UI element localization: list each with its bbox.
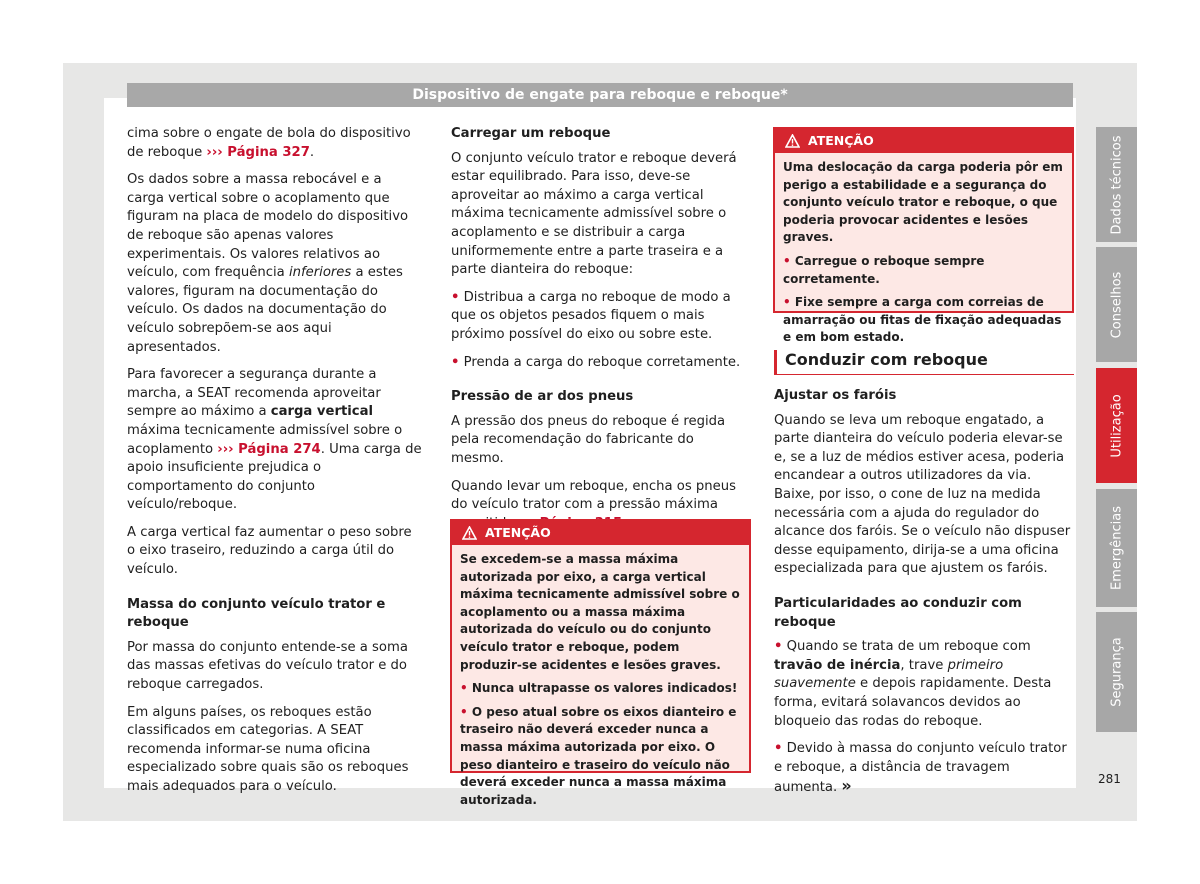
page-number: 281 bbox=[1098, 772, 1121, 786]
warning-text: Uma deslocação da carga poderia pôr em perigo a estabilidade e a segurança do conjunto veículo trator e reboque, o que poderia provocar acidentes e lesões graves. bbox=[783, 160, 1063, 245]
subheading: Pressão de ar dos pneus bbox=[451, 389, 634, 405]
bullet-item: • Distribua a carga no reboque de modo a que os objetos pesados fiquem o mais próximo possível do eixo ou sobre este. bbox=[451, 289, 731, 342]
warning-bullet: • Carregue o reboque sempre corretamente. bbox=[783, 253, 985, 286]
page-header: Dispositivo de engate para reboque e reboque* bbox=[127, 83, 1073, 107]
bullet-icon: • bbox=[451, 289, 460, 305]
warning-box bbox=[773, 127, 1074, 345]
bullet-icon: • bbox=[774, 639, 783, 655]
subheading: Carregar um reboque bbox=[451, 126, 611, 141]
warning-label: ATENÇÃO bbox=[808, 133, 874, 148]
subheading: Ajustar os faróis bbox=[774, 388, 897, 403]
paragraph: O conjunto veículo trator e reboque deverá estar equilibrado. Para isso, deve-se aproveitar ao máximo a carga vertical máxima tecnicamente admissível sobre o acoplamento e se distribuir a carga uniformemente entre a parte traseira e a parte dianteira do reboque: bbox=[451, 150, 737, 278]
tab-seguranca[interactable]: Segurança bbox=[1096, 612, 1137, 732]
paragraph: A carga vertical faz aumentar o peso sobre o eixo traseiro, reduzindo a carga útil do veículo. bbox=[127, 524, 412, 578]
paragraph: Quando levar um reboque, encha os pneus do veículo trator com a pressão máxima bbox=[451, 478, 750, 534]
warning-text: Se excedem-se a massa máxima autorizada por eixo, a carga vertical máxima tecnicamente admissível sobre o acoplamento ou a massa máxima autorizada do veículo ou do conjunto veículo trator e reboque, podem produzir-se acidentes e lesões graves. bbox=[460, 552, 740, 672]
paragraph: Para favorecer a segurança durante a marcha, a SEAT recomenda aproveitar sempre ao máximo a carga vertical máxima tecnicamente admissível sobre o acoplamento ››› Página 274. Uma carga de apoio insuficiente prejudica o comportamento do conjunto veículo/reboque. bbox=[127, 367, 422, 513]
warning-label: ATENÇÃO bbox=[485, 525, 551, 540]
bullet-item: • Devido à massa do conjunto veículo trator e reboque, a distância de travagem aumenta. » bbox=[774, 741, 1067, 796]
bullet-item: • Quando se trata de um reboque com travão de inércia, trave primeiro suavemente e depois rapidamente. Desta forma, evitará solavancos devidos ao bloqueio das rodas do reboque. bbox=[774, 639, 1052, 729]
paragraph: Quando se leva um reboque engatado, a parte dianteira do veículo poderia elevar-se e, se a luz de médios estiver acesa, poderia encandear a outros utilizadores da via. Baixe, por isso, o cone de luz na medida necessária com a ajuda do regulador do alcance dos faróis. Se o veículo não dispuser desse equipamento, dirija-se a uma oficina especializada para que ajustem os faróis. bbox=[774, 412, 1071, 577]
bullet-icon: • bbox=[460, 704, 468, 719]
section-title: Conduzir com reboque bbox=[774, 350, 1074, 375]
warning-triangle-icon bbox=[462, 526, 477, 540]
warning-bullet: • Nunca ultrapasse os valores indicados! bbox=[460, 681, 738, 696]
page-link[interactable]: ››› Página 274 bbox=[217, 441, 321, 457]
paragraph: cima sobre o engate de bola do dispositivo de reboque ››› Página 327. bbox=[127, 126, 411, 160]
tab-dados-tecnicos[interactable]: Dados técnicos bbox=[1096, 127, 1137, 242]
subheading: Massa do conjunto veículo trator e reboque bbox=[127, 596, 386, 631]
bullet-icon: • bbox=[774, 741, 783, 757]
paragraph: Em alguns países, os reboques estão classificados em categorias. A SEAT recomenda informar-se numa oficina especializado sobre quais são os reboques mais adequados para o veículo. bbox=[127, 704, 409, 794]
continue-arrow-icon: » bbox=[841, 776, 852, 796]
tab-emergencias[interactable]: Emergências bbox=[1096, 489, 1137, 607]
bullet-icon: • bbox=[460, 681, 468, 696]
tab-utilizacao[interactable]: Utilização bbox=[1096, 368, 1137, 483]
warning-header bbox=[452, 521, 749, 545]
column-1 bbox=[127, 125, 422, 806]
warning-body bbox=[775, 153, 1072, 353]
warning-bullet: • O peso atual sobre os eixos dianteiro e traseiro não deverá exceder nunca a massa máxima autorizada por eixo. O peso dianteiro e traseiro do veículo não deverá exceder nunca a massa máxima autorizada. bbox=[460, 704, 737, 807]
warning-header bbox=[775, 129, 1072, 153]
page-link[interactable]: ››› Página 327 bbox=[206, 144, 310, 160]
paragraph: Os dados sobre a massa rebocável e a carga vertical sobre o acoplamento que figuram na placa de modelo do dispositivo de reboque são apenas valores experimentais. Os valores relativos ao veículo, com frequência inferiores a estes valores, figuram na documentação do veículo. Os dados na documentação do veículo sobrepõem-se aos aqui apresentados. bbox=[127, 172, 409, 355]
bullet-icon: • bbox=[783, 295, 791, 310]
column-2 bbox=[451, 125, 750, 542]
tab-conselhos[interactable]: Conselhos bbox=[1096, 247, 1137, 362]
warning-bullet: • Fixe sempre a carga com correias de amarração ou fitas de fixação adequadas e em bom estado. bbox=[783, 295, 1062, 345]
warning-body bbox=[452, 545, 749, 815]
subheading: Particularidades ao conduzir com reboque bbox=[774, 595, 1022, 630]
bullet-icon: • bbox=[783, 253, 791, 268]
column-3 bbox=[774, 387, 1074, 807]
warning-triangle-icon bbox=[785, 134, 800, 148]
paragraph: A pressão dos pneus do reboque é regida pela recomendação do fabricante do mesmo. bbox=[451, 413, 726, 466]
paragraph: Por massa do conjunto entende-se a soma das massas efetivas do veículo trator e do reboque carregados. bbox=[127, 639, 408, 693]
warning-box bbox=[450, 519, 751, 807]
bullet-icon: • bbox=[451, 354, 460, 370]
bullet-item: • Prenda a carga do reboque corretamente. bbox=[451, 354, 741, 370]
